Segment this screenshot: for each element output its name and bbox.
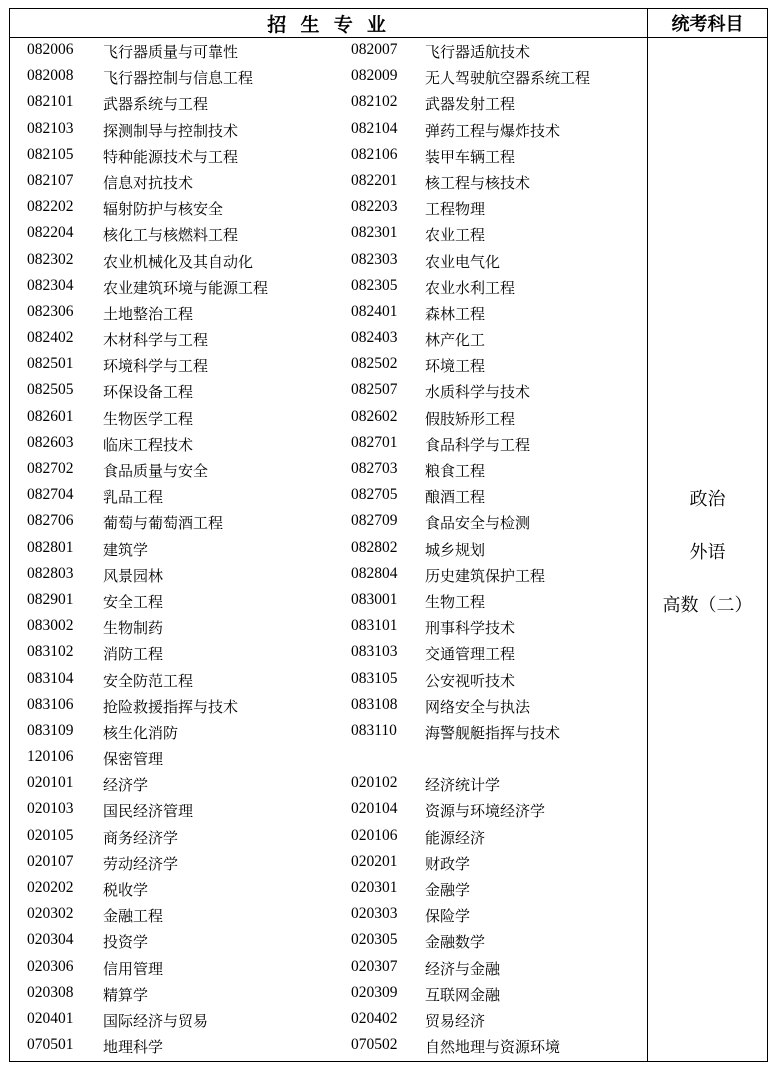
major-code: 083108 [351, 695, 398, 713]
major-code: 083103 [351, 643, 398, 661]
major-code: 082302 [27, 250, 74, 268]
major-name: 探测制导与控制技术 [103, 121, 239, 140]
table-row [10, 378, 647, 404]
major-name: 农业电气化 [425, 252, 501, 271]
major-name: 核工程与核技术 [425, 173, 531, 192]
major-name: 自然地理与资源环境 [425, 1038, 561, 1057]
major-code: 082507 [351, 381, 398, 399]
major-code: 082105 [27, 145, 74, 163]
table-row [10, 431, 647, 457]
major-name: 经济统计学 [425, 776, 501, 795]
major-name: 乳品工程 [103, 488, 164, 507]
table-row [10, 771, 647, 797]
major-name: 飞行器控制与信息工程 [103, 69, 254, 88]
major-name: 核化工与核燃料工程 [103, 226, 239, 245]
major-name: 农业工程 [425, 226, 486, 245]
major-name: 武器系统与工程 [103, 95, 209, 114]
major-name: 消防工程 [103, 645, 164, 664]
major-code: 082901 [27, 590, 74, 608]
major-code: 082704 [27, 486, 74, 504]
major-name: 农业机械化及其自动化 [103, 252, 254, 271]
major-name: 林产化工 [425, 331, 486, 350]
table-row [10, 1033, 647, 1059]
major-code: 082301 [351, 224, 398, 242]
major-code: 083001 [351, 590, 398, 608]
table-row [10, 405, 647, 431]
major-name: 食品科学与工程 [425, 435, 531, 454]
table-row [10, 797, 647, 823]
table-row [10, 588, 647, 614]
major-code: 082304 [27, 276, 74, 294]
major-name: 经济与金融 [425, 959, 501, 978]
admission-table [9, 8, 768, 1062]
major-code: 082706 [27, 512, 74, 530]
major-code: 020105 [27, 826, 74, 844]
majors-header: 招 生 专 业 [10, 9, 648, 38]
major-name: 装甲车辆工程 [425, 147, 516, 166]
major-name: 酿酒工程 [425, 488, 486, 507]
major-code: 020202 [27, 879, 74, 896]
major-code: 082801 [27, 538, 74, 556]
major-name: 金融工程 [103, 907, 164, 926]
major-code: 082101 [27, 93, 74, 111]
major-code: 083109 [27, 721, 74, 739]
table-row [10, 719, 647, 745]
major-name: 互联网金融 [425, 985, 501, 1004]
major-code: 083110 [351, 721, 397, 739]
major-name: 弹药工程与爆炸技术 [425, 121, 561, 140]
major-name: 交通管理工程 [425, 645, 516, 664]
major-code: 020106 [351, 826, 398, 844]
major-code: 082505 [27, 381, 74, 399]
subject-politics: 政治 [689, 489, 726, 510]
major-code: 070502 [351, 1036, 398, 1054]
table-row [10, 221, 647, 247]
major-code: 083104 [27, 669, 74, 687]
major-code: 020104 [351, 800, 398, 818]
table-row [10, 143, 647, 169]
major-name: 投资学 [103, 933, 149, 952]
major-code: 082203 [351, 198, 398, 216]
major-code: 082305 [351, 276, 398, 294]
major-name: 农业水利工程 [425, 278, 516, 297]
major-code: 082702 [27, 460, 74, 477]
major-name: 环保设备工程 [103, 383, 194, 402]
major-code: 082006 [27, 41, 74, 58]
major-code: 020309 [351, 983, 398, 1001]
table-row [10, 195, 647, 221]
major-name: 环境科学与工程 [103, 357, 209, 376]
major-code: 082107 [27, 171, 74, 189]
subjects-cell [648, 38, 768, 1062]
major-name: 风景园林 [103, 566, 164, 585]
table-row [10, 300, 647, 326]
major-code: 020305 [351, 931, 398, 949]
major-code: 082709 [351, 512, 398, 530]
major-name: 能源经济 [425, 828, 486, 847]
major-code: 020402 [351, 1009, 398, 1027]
table-row [10, 902, 647, 928]
major-name: 特种能源技术与工程 [103, 147, 239, 166]
table-row [10, 928, 647, 954]
major-name: 葡萄与葡萄酒工程 [103, 514, 224, 533]
table-row [10, 955, 647, 981]
major-code: 020101 [27, 774, 74, 792]
major-code: 082701 [351, 433, 398, 451]
major-name: 生物工程 [425, 592, 486, 611]
major-code: 082009 [351, 67, 398, 85]
major-name: 生物医学工程 [103, 409, 194, 428]
major-code: 020303 [351, 905, 398, 923]
major-code: 083105 [351, 669, 398, 687]
major-code: 082802 [351, 538, 398, 556]
table-row [10, 667, 647, 693]
major-name: 地理科学 [103, 1038, 164, 1057]
major-name: 飞行器适航技术 [425, 43, 531, 61]
subject-foreign-language: 外语 [689, 542, 726, 563]
table-row [10, 850, 647, 876]
majors-list [10, 38, 648, 1062]
major-name: 保密管理 [103, 750, 164, 769]
major-name: 金融数学 [425, 933, 486, 952]
major-code: 082703 [351, 460, 398, 477]
major-name: 信用管理 [103, 959, 164, 978]
table-row [10, 640, 647, 666]
major-name: 商务经济学 [103, 828, 179, 847]
major-code: 082502 [351, 355, 398, 373]
major-code: 020103 [27, 800, 74, 818]
table-row [10, 509, 647, 535]
major-name: 环境工程 [425, 357, 486, 376]
major-name: 国民经济管理 [103, 802, 194, 821]
major-name: 土地整治工程 [103, 304, 194, 323]
major-code: 082804 [351, 564, 398, 582]
table-row [10, 38, 647, 64]
major-name: 食品质量与安全 [103, 462, 209, 480]
table-row [10, 352, 647, 378]
major-code: 020302 [27, 905, 74, 923]
major-code: 082603 [27, 433, 74, 451]
table-row [10, 457, 647, 483]
major-name: 临床工程技术 [103, 435, 194, 454]
major-code: 082102 [351, 93, 398, 111]
major-name: 资源与环境经济学 [425, 802, 546, 821]
major-name: 粮食工程 [425, 462, 486, 480]
major-code: 082705 [351, 486, 398, 504]
major-name: 海警舰艇指挥与技术 [425, 723, 561, 742]
major-code: 082201 [351, 171, 398, 189]
major-name: 武器发射工程 [425, 95, 516, 114]
subjects-header: 统考科目 [648, 9, 768, 38]
major-code: 083002 [27, 617, 74, 635]
table-row [10, 274, 647, 300]
major-name: 财政学 [425, 854, 471, 873]
major-name: 农业建筑环境与能源工程 [103, 278, 269, 297]
table-row [10, 981, 647, 1007]
major-name: 抢险救援指挥与技术 [103, 697, 239, 716]
major-name: 工程物理 [425, 200, 486, 219]
major-code: 020301 [351, 879, 398, 896]
major-code: 020201 [351, 852, 398, 870]
major-name: 信息对抗技术 [103, 173, 194, 192]
table-row [10, 248, 647, 274]
major-code: 082401 [351, 302, 398, 320]
table-row [10, 693, 647, 719]
major-name: 历史建筑保护工程 [425, 566, 546, 585]
major-name: 精算学 [103, 985, 149, 1004]
major-name: 城乡规划 [425, 540, 486, 559]
major-code: 120106 [27, 748, 74, 766]
major-code: 082008 [27, 67, 74, 85]
major-name: 假肢矫形工程 [425, 409, 516, 428]
major-code: 020401 [27, 1009, 74, 1027]
major-code: 020304 [27, 931, 74, 949]
major-name: 辐射防护与核安全 [103, 200, 224, 219]
major-code: 070501 [27, 1036, 74, 1054]
table-row [10, 326, 647, 352]
major-code: 020306 [27, 957, 74, 975]
major-name: 飞行器质量与可靠性 [103, 43, 239, 61]
major-name: 国际经济与贸易 [103, 1011, 209, 1030]
major-code: 082204 [27, 224, 74, 242]
major-name: 核生化消防 [103, 723, 179, 742]
major-code: 020107 [27, 852, 74, 870]
major-name: 安全工程 [103, 592, 164, 611]
table-row [10, 562, 647, 588]
major-name: 税收学 [103, 881, 149, 899]
major-name: 食品安全与检测 [425, 514, 531, 533]
major-name: 水质科学与技术 [425, 383, 531, 402]
major-code: 082104 [351, 119, 398, 137]
major-code: 020308 [27, 983, 74, 1001]
table-row [10, 90, 647, 116]
major-name: 无人驾驶航空器系统工程 [425, 69, 591, 88]
subject-advanced-math-2: 高数（二） [662, 595, 753, 616]
major-code: 082501 [27, 355, 74, 373]
major-name: 建筑学 [103, 540, 149, 559]
major-code: 083101 [351, 617, 398, 635]
table-row [10, 824, 647, 850]
major-code: 082303 [351, 250, 398, 268]
major-code: 020102 [351, 774, 398, 792]
table-row [10, 876, 647, 902]
table-row [10, 117, 647, 143]
major-code: 082602 [351, 407, 398, 425]
major-name: 生物制药 [103, 619, 164, 638]
major-name: 森林工程 [425, 304, 486, 323]
major-code: 082202 [27, 198, 74, 216]
major-name: 刑事科学技术 [425, 619, 516, 638]
major-code: 082007 [351, 41, 398, 58]
table-row [10, 745, 647, 771]
table-row [10, 483, 647, 509]
major-name: 公安视听技术 [425, 671, 516, 690]
major-code: 020307 [351, 957, 398, 975]
major-name: 网络安全与执法 [425, 697, 531, 716]
table-row [10, 1007, 647, 1033]
table-row [10, 169, 647, 195]
table-row [10, 64, 647, 90]
table-row [10, 536, 647, 562]
major-code: 082402 [27, 329, 74, 347]
major-name: 保险学 [425, 907, 471, 926]
major-name: 安全防范工程 [103, 671, 194, 690]
major-code: 082306 [27, 302, 74, 320]
major-code: 083106 [27, 695, 74, 713]
major-code: 082601 [27, 407, 74, 425]
major-name: 木材科学与工程 [103, 331, 209, 350]
major-code: 082803 [27, 564, 74, 582]
major-code: 083102 [27, 643, 74, 661]
major-name: 经济学 [103, 776, 149, 795]
major-code: 082103 [27, 119, 74, 137]
major-code: 082106 [351, 145, 398, 163]
major-name: 贸易经济 [425, 1011, 486, 1030]
table-row [10, 614, 647, 640]
major-name: 金融学 [425, 881, 471, 899]
major-name: 劳动经济学 [103, 854, 179, 873]
major-code: 082403 [351, 329, 398, 347]
